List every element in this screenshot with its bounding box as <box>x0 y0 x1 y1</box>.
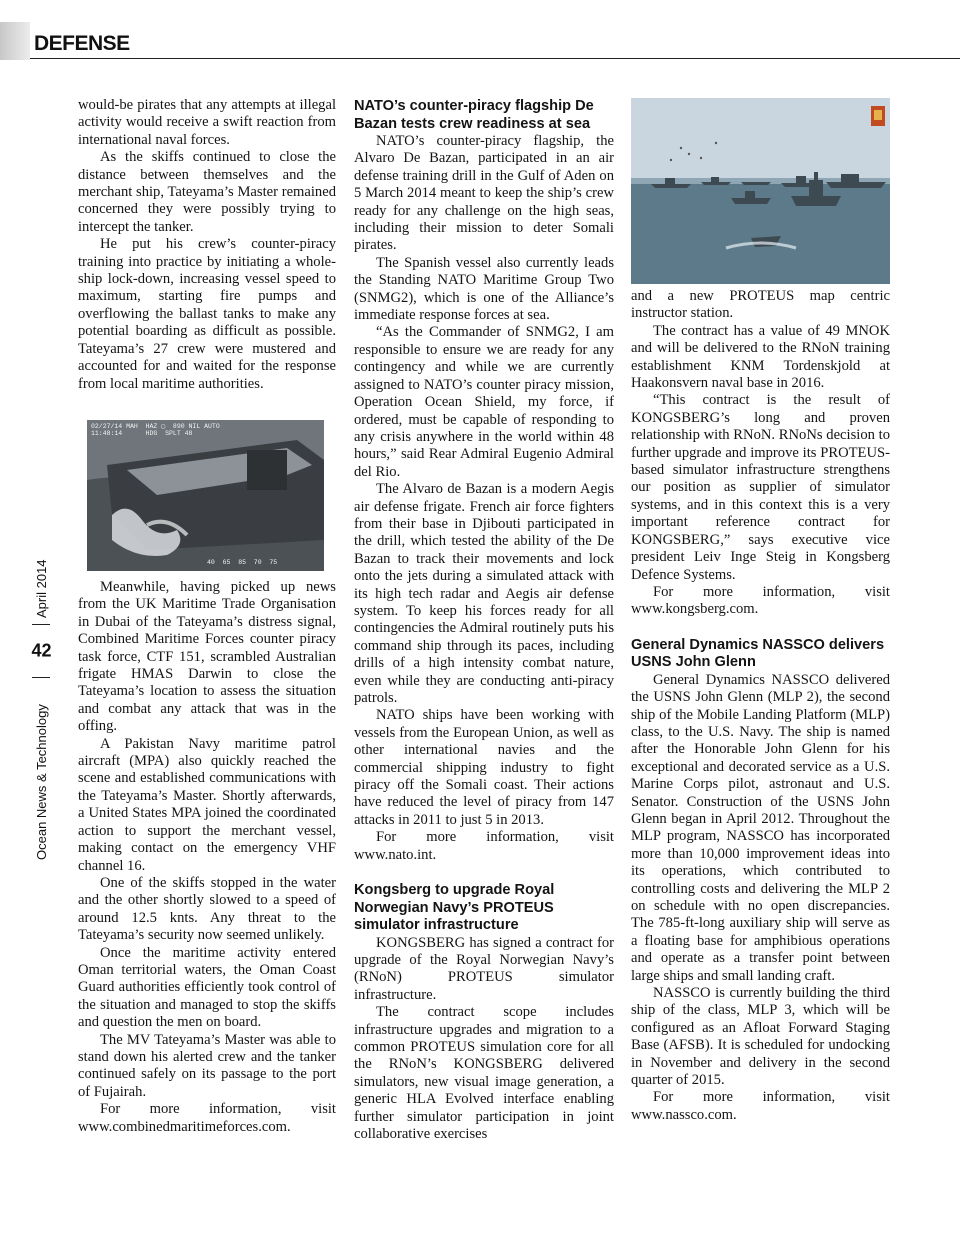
paragraph: For more information, visit www.kongsberg.com. <box>631 583 890 618</box>
paragraph: KONGSBERG has signed a contract for upgrade of the Royal Norwegian Navy’s (RNoN) PROTEUS simulator infrastructure. <box>354 934 614 1003</box>
naval-formation-photo <box>631 98 890 284</box>
folio-divider <box>32 677 50 678</box>
sidebar-folio <box>10 540 58 860</box>
paragraph: For more information, visit www.combinedmaritimeforces.com. <box>78 1101 336 1135</box>
paragraph: and a new PROTEUS map centric instructor station. <box>631 288 890 322</box>
article-heading-kongsberg: Kongsberg to upgrade Royal Norwegian Navy’s PROTEUS simulator infrastructure <box>354 882 555 934</box>
article-heading-nassco: General Dynamics NASSCO delivers USNS John Glenn <box>631 636 885 671</box>
article-heading-nato: NATO’s counter-piracy flagship De Bazan tests crew readiness at sea <box>354 98 594 132</box>
paragraph: The Spanish vessel also currently leads the Standing NATO Maritime Group Two (SNMG2), which is one of the Alliance’s immediate response forces at sea. <box>354 254 614 324</box>
issue-date: April 2014 <box>33 559 49 618</box>
paragraph: NATO’s counter-piracy flagship, the Alvaro De Bazan, participated in an air defense training drill in the Gulf of Aden on 5 March 2014 meant to keep the ship’s crew ready for any challenge on the high seas, including their mission to deter Somali pirates. <box>354 133 614 254</box>
hud-overlay-bottom: 40 65 85 70 75 <box>207 559 278 566</box>
paragraph: The contract has a value of 49 MNOK and will be delivered to the RNoN training establishment KNM Tordenskjold at Haakonsvern naval base in 2016. <box>631 322 890 392</box>
paragraph: Once the maritime activity entered Oman territorial waters, the Oman Coast Guard authorities efficiently took control of the situation and managed to stop the skiffs and question the men on board. <box>78 944 336 1031</box>
paragraph: The Alvaro de Bazan is a modern Aegis air defense frigate. French air force fighters from their base in Djibouti participated in the drill, which tested the ability of the De Bazan to track their movements and lock onto the jets during a simulated attack with its high tech radar and Aegis air defense system. To keep his forces ready for all contingencies the Admiral routinely puts his command ship through its paces, including drills of a high intensity combat nature, even while they are conducting anti-piracy patrols. <box>354 481 614 706</box>
column-1-bottom <box>78 579 336 1136</box>
paragraph: He put his crew’s counter-piracy training into practice by initiating a whole-ship lock-down, increasing vessel speed to maximum, starting fire pumps and overflowing the ballast tanks to make any potential boarding as difficult as possible. Tateyama’s 27 crew were mustered and accounted for and waited for the response from local maritime authorities. <box>78 236 336 392</box>
hud-overlay-top: 02/27/14 MAH HAZ ▢ 890 NIL AUTO 11:48:14 HDG SPLT 48 <box>91 423 220 437</box>
paragraph: NASSCO is currently building the third ship of the class, MLP 3, which will be configured as an Afloat Forward Staging Base (AFSB). It is scheduled for undocking in November and delivery in the second quarter of 2015. <box>631 985 890 1089</box>
paragraph: NATO ships have been working with vessels from the European Union, as well as other international navies and the commercial shipping industry to fight piracy off the Somali coast. Their actions have reduced the level of piracy from 147 attacks in 2011 to just 5 in 2013. <box>354 707 614 828</box>
paragraph: General Dynamics NASSCO delivered the USNS John Glenn (MLP 2), the second ship of the Mobile Landing Platform (MLP) class, to the U.S. Navy. The ship is named after the Honorable John Glenn for his exceptional and decorated service as a U.S. Marine Corps pilot, astronaut and U.S. Senator. Construction of the USNS John Glenn began in April 2012. Throughout the MLP program, NASSCO has incorporated more than 10,000 improvement ideas into its operations, which contributed to controlling costs and delivering the MLP 2 on schedule with no open discrepancies. The 785-ft-long auxiliary ship will serve as a floating base for amphibious operations and operate as a transfer point between large ships and small landing craft. <box>631 671 890 984</box>
section-title: DEFENSE <box>34 32 130 55</box>
paragraph: Meanwhile, having picked up news from the UK Maritime Trade Organisation in Dubai of the Tateyama’s distress signal, Combined Maritime Forces counter piracy task force, CTF 151, scrambled Australian frigate HMAS Darwin to close the Tateyama’s location to assess the situation and combat any attack that was in the offing. <box>78 579 336 735</box>
paragraph: A Pakistan Navy maritime patrol aircraft (MPA) also quickly reached the scene and established communications with the Tateyama’s Master. Shortly afterwards, a United States MPA joined the coordinated action to support the merchant vessel, making contact on the emergency VHF channel 16. <box>78 735 336 874</box>
page-number: 42 <box>30 640 52 661</box>
paragraph: For more information, visit www.nato.int. <box>354 829 614 863</box>
section-tab <box>0 22 30 60</box>
header-rule <box>30 58 960 59</box>
paragraph: One of the skiffs stopped in the water and the other shortly slowed to a speed of around 12.5 knts. Any threat to the Tateyama’s security now seemed unlikely. <box>78 874 336 944</box>
paragraph: The contract scope includes infrastructure upgrades and migration to a common PROTEUS simulation core for all the RNoN’s KONGSBERG delivered simulators, new visual image generation, a generic HLA Evolved interface enabling further simulator participation in joint collaborative exercises <box>354 1004 614 1143</box>
tanker-surveillance-photo <box>87 420 324 571</box>
paragraph: “This contract is the result of KONGSBERG’s long and proven relationship with RNoN. RNoNs decision to further upgrade and improve its PROTEUS-based simulator infrastructure strengthens our position as supplier of simulator systems, and in this context this is a very important reference contract for KONGSBERG,” says executive vice president Leiv Inge Steig in Kongsberg Defence Systems. <box>631 392 890 583</box>
column-1-top <box>78 97 336 393</box>
publication-name: Ocean News & Technology <box>33 704 49 860</box>
paragraph: “As the Commander of SNMG2, I am responsible to ensure we are ready for any contingency and while we are currently assigned to NATO’s counter piracy mission, Operation Ocean Shield, my force, if ordered, must be capable of responding to any crisis anywhere in the world within 48 hours,” said Rear Admiral Eugenio Admiral del Rio. <box>354 324 614 480</box>
column-2 <box>354 98 614 1143</box>
folio-divider <box>32 624 50 625</box>
paragraph: The MV Tateyama’s Master was able to stand down his alerted crew and the tanker continued safely on its passage to the port of Fujairah. <box>78 1031 336 1100</box>
paragraph: would-be pirates that any attempts at illegal activity would receive a swift reaction from international naval forces. <box>78 97 336 148</box>
paragraph: For more information, visit www.nassco.com. <box>631 1089 890 1123</box>
paragraph: As the skiffs continued to close the distance between themselves and the merchant ship, Tateyama’s Master remained concerned they were possibly trying to intercept the tanker. <box>78 149 336 235</box>
column-3 <box>631 288 890 1124</box>
